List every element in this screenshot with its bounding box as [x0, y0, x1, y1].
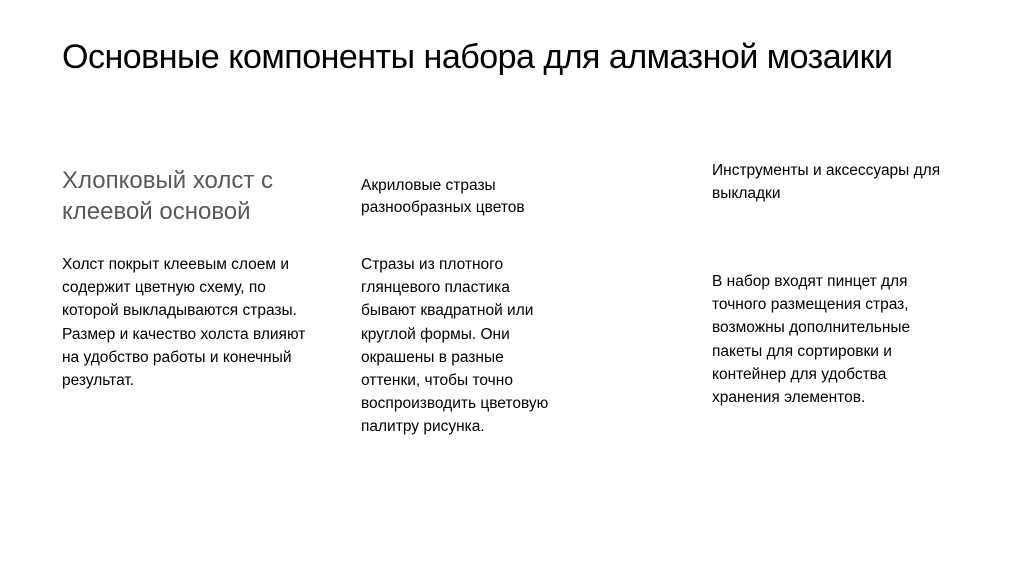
tools-heading: Инструменты и аксессуары для выкладки — [712, 162, 941, 202]
rhinestones-heading: Акриловые стразы разнообразных цветов — [361, 177, 525, 216]
slide-title: Основные компоненты набора для алмазной мозаики — [62, 38, 893, 76]
canvas-heading: Хлопковый холст с клеевой основой — [62, 167, 274, 225]
canvas-description: Холст покрыт клеевым слоем и содержит цветную схему, по которой выкладываются стразы. Размер и качество холста влияют на удобство работы и конечный результат. — [62, 256, 306, 390]
rhinestones-description: Стразы из плотного глянцевого пластика бывают квадратной или круглой формы. Они окрашены в разные оттенки, чтобы точно воспроизводить цветовую палитру рисунка. — [361, 256, 549, 436]
tools-description: В набор входят пинцет для точного размещения страз, возможны дополнительные пакеты для сортировки и контейнер для удобства хранения элементов. — [712, 273, 911, 407]
